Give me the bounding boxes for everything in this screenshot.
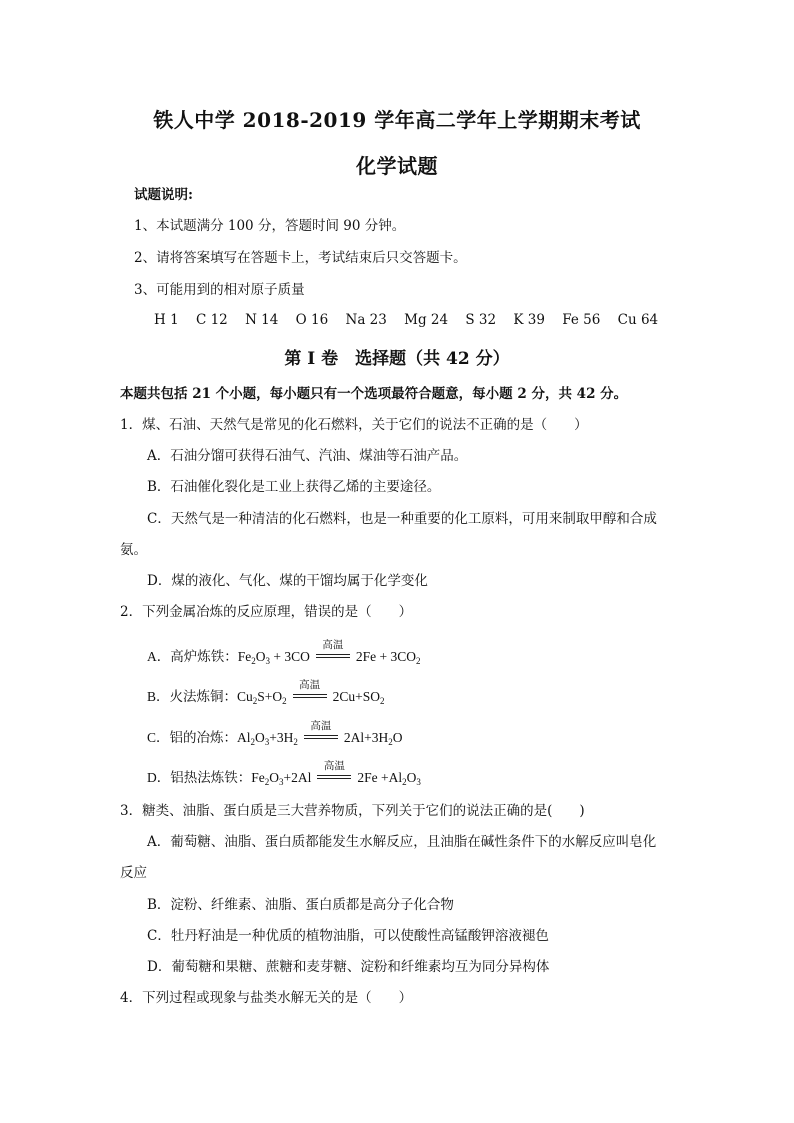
q3-option-c: C．牡丹籽油是一种优质的植物油脂，可以使酸性高锰酸钾溶液褪色	[147, 928, 549, 944]
exam-subtitle: 化学试题	[356, 154, 438, 178]
q2-option-d: D．铝热法炼铁：$Fe_2O_3+2Al$ 高温 $2Fe +Al_2O_3$	[147, 760, 421, 787]
section-title: 第 I 卷 选择题（共 42 分）	[284, 349, 510, 369]
q1-option-d: D．煤的液化、气化、煤的干馏均属于化学变化	[147, 573, 428, 589]
q2-stem: 2．下列金属冶炼的反应原理，错误的是（ ）	[120, 604, 413, 620]
atomic-mass-item: K 39	[513, 312, 545, 328]
atomic-mass-list	[154, 312, 671, 328]
atomic-mass-item: Fe 56	[562, 312, 601, 328]
q2-option-d-label: D．铝热法炼铁：	[147, 770, 252, 785]
q3-option-a-cont: 反应	[120, 865, 147, 881]
atomic-mass-item: N 14	[245, 312, 279, 328]
q2-option-a-label: A．高炉炼铁：	[147, 649, 238, 664]
instruction-item-3: 3、可能用到的相对原子质量	[134, 282, 305, 298]
reaction-condition: 高温	[291, 685, 329, 703]
exam-title: 铁人中学 2018-2019 学年高二学年上学期期末考试	[153, 108, 641, 132]
q2-option-b: B．火法炼铜：$Cu_2S+O_2$ 高温 $2Cu+SO_2$	[147, 679, 385, 706]
q2-option-a: A．高炉炼铁：$Fe_2O_3 + 3CO$ 高温 $2Fe + 3CO_2$	[147, 639, 421, 666]
atomic-mass-item: Cu 64	[617, 312, 659, 328]
atomic-mass-item: C 12	[195, 312, 228, 328]
q2-option-c-label: C．铝的冶炼：	[147, 730, 238, 745]
q3-stem: 3．糖类、油脂、蛋白质是三大营养物质，下列关于它们的说法正确的是( )	[120, 803, 585, 819]
q3-option-b: B．淀粉、纤维素、油脂、蛋白质都是高分子化合物	[147, 897, 454, 913]
atomic-mass-item: Mg 24	[404, 312, 449, 328]
q1-option-b: B．石油催化裂化是工业上获得乙烯的主要途径。	[147, 479, 441, 495]
reaction-condition: 高温	[314, 645, 352, 663]
q3-option-a: A．葡萄糖、油脂、蛋白质都能发生水解反应，且油脂在碱性条件下的水解反应叫皂化	[147, 834, 657, 850]
q3-option-d: D．葡萄糖和果糖、蔗糖和麦芽糖、淀粉和纤维素均互为同分异构体	[147, 959, 550, 975]
section-note: 本题共包括 21 个小题，每小题只有一个选项最符合题意，每小题 2 分，共 42 分。	[120, 386, 628, 402]
q2-option-b-label: B．火法炼铜：	[147, 689, 238, 704]
instruction-item-1: 1、本试题满分 100 分，答题时间 90 分钟。	[134, 218, 406, 234]
reaction-condition: 高温	[302, 726, 340, 744]
instruction-item-2: 2、请将答案填写在答题卡上，考试结束后只交答题卡。	[134, 250, 467, 266]
q1-option-c-cont: 氨。	[120, 542, 147, 558]
q1-stem: 1．煤、石油、天然气是常见的化石燃料，关于它们的说法不正确的是（ ）	[120, 417, 588, 433]
atomic-mass-item: Na 23	[345, 312, 387, 328]
atomic-mass-item: O 16	[295, 312, 329, 328]
atomic-mass-item: S 32	[465, 312, 497, 328]
q2-option-c: C．铝的冶炼：$Al_2O_3+3H_2$ 高温 $2Al+3H_2O$	[147, 720, 403, 747]
reaction-condition: 高温	[315, 766, 353, 784]
atomic-mass-item: H 1	[154, 312, 179, 328]
q1-option-a: A．石油分馏可获得石油气、汽油、煤油等石油产品。	[147, 448, 468, 464]
q4-stem: 4．下列过程或现象与盐类水解无关的是（ ）	[120, 990, 413, 1006]
q1-option-c: C．天然气是一种清洁的化石燃料，也是一种重要的化工原料，可用来制取甲醇和合成	[147, 511, 657, 527]
instructions-heading: 试题说明:	[134, 187, 193, 203]
